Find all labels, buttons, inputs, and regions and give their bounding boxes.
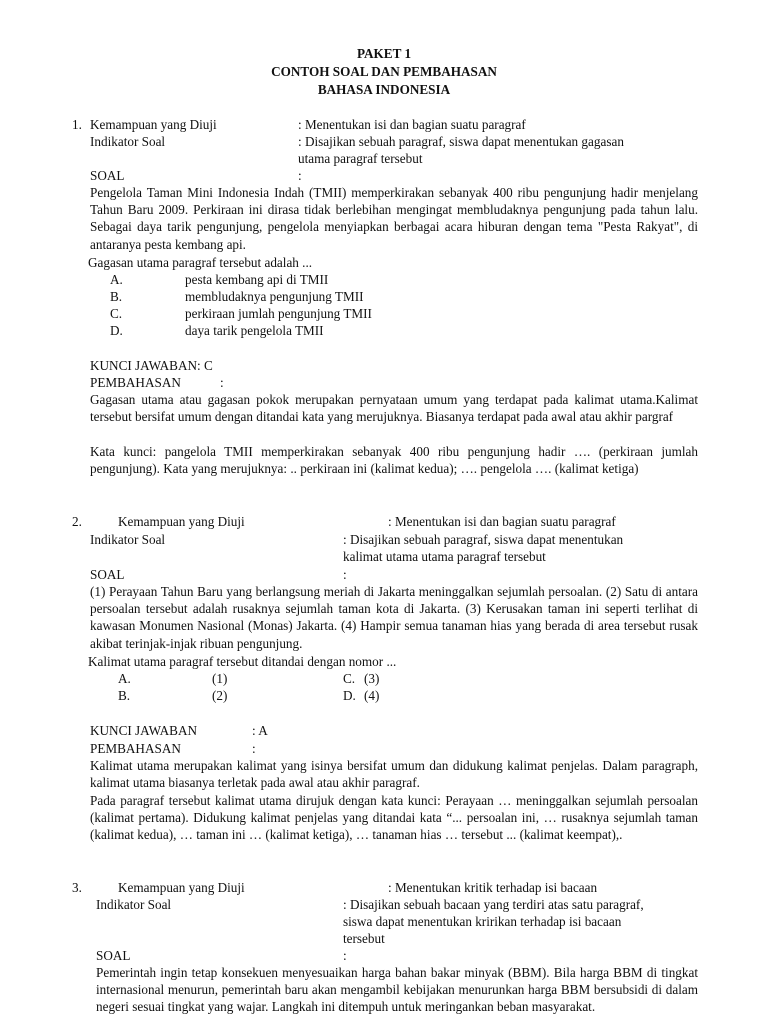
kemampuan-label: Kemampuan yang Diuji [118,880,245,895]
kemampuan-value: : Menentukan isi dan bagian suatu paragraf [298,117,526,132]
pembahasan-label: PEMBAHASAN [90,375,181,390]
option-letter: A. [118,671,131,686]
answer-key-value: : A [252,723,268,738]
soal-colon: : [343,567,347,582]
option-letter: D. [110,323,123,338]
pembahasan-text: Pada paragraf tersebut kalimat utama dirujuk dengan kata kunci: Perayaan … meninggalkan sejumlah persoalan (kalimat pertama). Didukung kalimat penjelas yang ditandai kata “... persoalan ini, … rusaknya sejumlah taman (kalimat kedua), … taman ini … (kalimat ketiga), … tanaman hias … tersebut ... (kalimat keempat),. [90,793,698,843]
kemampuan-value: : Menentukan kritik terhadap isi bacaan [388,880,598,895]
soal-paragraph: Pengelola Taman Mini Indonesia Indah (TMII) memperkirakan sebanyak 400 ribu pengunjung hadir menjelang Tahun Baru 2009. Perkiraan ini dirasa tidak berlebihan mengingat membludaknya pengunjung pada tahun lalu. Sebagai daya tarik pengunjung, pengelola menyiapkan berbagai acara hiburan dengan tema "Pesta Rakyat", di antaranya pesta kembang api. [90,185,698,252]
kemampuan-value: : Menentukan isi dan bagian suatu paragraf [388,514,616,529]
document-title-line-1: PAKET 1 [356,46,412,61]
option-letter: C. [110,306,123,321]
soal-colon: : [298,168,302,183]
option-letter: C. [343,671,356,686]
pembahasan-colon: : [220,375,224,390]
option-letter: D. [343,688,356,703]
option-text: (1) [212,671,228,686]
soal-paragraph: Pemerintah ingin tetap konsekuen menyesuaikan harga bahan bakar minyak (BBM). Bila harga BBM di tingkat internasional menurun, pemerintah baru akan mengambil kebijakan menurunkan harga BBM bersubsidi di dalam negeri sesuai tingkat yang wajar. Langkah ini ditempuh untuk meringankan beban masyarakat. [96,965,698,1015]
indikator-value-continued: utama paragraf tersebut [298,151,423,166]
soal-colon: : [343,948,347,963]
indikator-value-continued: kalimat utama utama paragraf tersebut [343,549,546,564]
document-title-line-2: CONTOH SOAL DAN PEMBAHASAN [271,64,497,79]
soal-label: SOAL [96,948,131,963]
pembahasan-text: Gagasan utama atau gagasan pokok merupakan pernyataan umum yang terdapat pada kalimat utama.Kalimat tersebut bersifat umum dengan ditandai kata yang merujuknya. Biasanya terdapat pada awal atau akhir pargraf [90,392,698,425]
option-text: pesta kembang api di TMII [185,272,329,287]
option-letter: A. [110,272,123,287]
pembahasan-colon: : [252,741,256,756]
option-text: (3) [364,671,380,686]
pembahasan-text: Kalimat utama merupakan kalimat yang isinya bersifat umum dan didukung kalimat penjelas. Dalam paragraph, kalimat utama biasanya terletak pada awal atau akhir paragraf. [90,758,698,791]
kemampuan-label: Kemampuan yang Diuji [90,117,217,132]
question-text: Kalimat utama paragraf tersebut ditandai dengan nomor ... [88,654,397,669]
soal-label: SOAL [90,567,125,582]
indikator-value-continued: siswa dapat menentukan kririkan terhadap isi bacaan [343,914,622,929]
indikator-value: : Disajikan sebuah paragraf, siswa dapat menentukan [343,532,624,547]
pembahasan-label: PEMBAHASAN [90,741,181,756]
option-text: perkiraan jumlah pengunjung TMII [185,306,372,321]
question-number: 3. [72,880,82,895]
soal-paragraph: (1) Perayaan Tahun Baru yang berlangsung meriah di Jakarta meninggalkan sejumlah persoalan. (2) Satu di antara persoalan tersebut adalah rusaknya sejumlah taman kota di Jakarta. (3) Kerusakan taman ini seperti terlihat di kawasan Monumen Nasional (Monas) Jakarta. (4) Hampir semua tanaman hias yang berada di area tersebut rusak akibat terinjak-injak ribuan pengunjung. [90,584,698,651]
option-letter: B. [118,688,131,703]
option-letter: B. [110,289,123,304]
question-number: 1. [72,117,82,132]
indikator-value: : Disajikan sebuah paragraf, siswa dapat menentukan gagasan [298,134,624,149]
option-text: membludaknya pengunjung TMII [185,289,364,304]
indikator-label: Indikator Soal [90,134,166,149]
indikator-label: Indikator Soal [90,532,166,547]
question-number: 2. [72,514,82,529]
document-title-line-3: BAHASA INDONESIA [317,82,451,97]
option-text: daya tarik pengelola TMII [185,323,324,338]
answer-key: KUNCI JAWABAN: C [90,358,213,373]
indikator-value-continued: tersebut [343,931,385,946]
question-text: Gagasan utama paragraf tersebut adalah ... [88,255,313,270]
soal-label: SOAL [90,168,125,183]
option-text: (4) [364,688,380,703]
option-text: (2) [212,688,228,703]
pembahasan-text: Kata kunci: pangelola TMII memperkirakan sebanyak 400 ribu pengunjung hadir …. (perkiraan jumlah pengunjung). Kata yang merujuknya: .. perkiraan ini (kalimat kedua); …. pengelola …. (kalimat ketiga) [90,444,698,477]
kemampuan-label: Kemampuan yang Diuji [118,514,245,529]
indikator-value: : Disajikan sebuah bacaan yang terdiri atas satu paragraf, [343,897,644,912]
answer-key-label: KUNCI JAWABAN [90,723,198,738]
indikator-label: Indikator Soal [96,897,172,912]
